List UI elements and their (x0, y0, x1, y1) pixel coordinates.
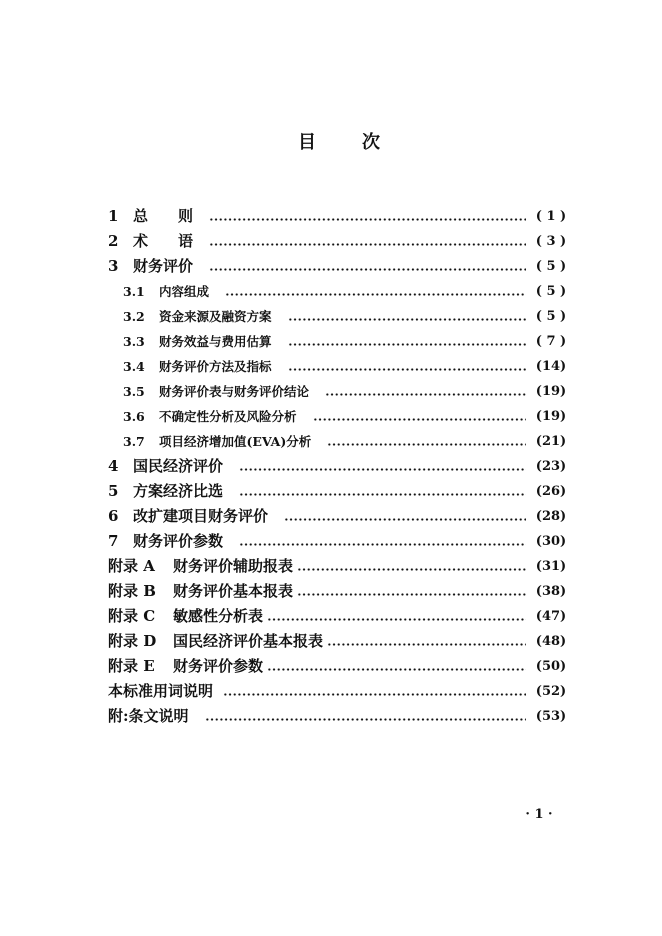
toc-entry-page: (52) (535, 684, 567, 699)
toc-entry-number: 附录 B (108, 582, 156, 600)
toc-entry-title: 本标准用词说明 (108, 682, 214, 700)
toc-heading: 目次 (298, 132, 426, 153)
dot-leader (209, 229, 526, 254)
toc-entry-number: 4 (108, 457, 119, 475)
dot-leader (284, 504, 526, 529)
toc-entry-number: 3.1 (123, 284, 145, 299)
toc-entry-title: 改扩建项目财务评价 (133, 507, 269, 525)
toc-entry-page: ( 5 ) (535, 259, 567, 274)
toc-appendix-entry[interactable] (108, 554, 568, 579)
toc-entry-number: 附录 A (108, 557, 155, 575)
dot-leader (239, 454, 526, 479)
toc-entry-title: 财务评价参数 (173, 657, 264, 675)
toc-subentry[interactable] (108, 304, 568, 329)
toc-entry-title: 财务评价参数 (133, 532, 224, 550)
toc-entry-page: (48) (535, 634, 567, 649)
toc-entry[interactable] (108, 704, 568, 729)
toc-entry-number: 3.4 (123, 359, 145, 374)
toc-entry[interactable] (108, 479, 568, 504)
toc-entry-number: 3.3 (123, 334, 145, 349)
toc-entry-page: ( 7 ) (535, 334, 567, 349)
toc-entry[interactable] (108, 504, 568, 529)
toc-entry-title: 财务评价基本报表 (173, 582, 294, 600)
toc-entry-number: 7 (108, 532, 119, 550)
toc-subentry[interactable] (108, 279, 568, 304)
toc-subentry[interactable] (108, 379, 568, 404)
toc-subentry[interactable] (108, 329, 568, 354)
toc-entry[interactable] (108, 679, 568, 704)
dot-leader (209, 254, 526, 279)
toc-appendix-entry[interactable] (108, 654, 568, 679)
toc-entry-title: 财务评价方法及指标 (159, 359, 272, 374)
toc-appendix-entry[interactable] (108, 629, 568, 654)
toc-entry-page: (38) (535, 584, 567, 599)
toc-entry-number: 3.7 (123, 434, 145, 449)
toc-entry-number: 2 (108, 232, 119, 250)
toc-entry-page: (26) (535, 484, 567, 499)
toc-entry-title: 敏感性分析表 (173, 607, 264, 625)
toc-entry-page: (50) (535, 659, 567, 674)
toc-entry-title: 方案经济比选 (133, 482, 224, 500)
toc-entry-page: ( 5 ) (535, 284, 567, 299)
toc-entry-number: 5 (108, 482, 119, 500)
toc-entry-title: 国民经济评价 (133, 457, 224, 475)
toc-entry-title: 不确定性分析及风险分析 (159, 409, 297, 424)
toc-entry-number: 3.5 (123, 384, 145, 399)
toc-entry-number: 3.2 (123, 309, 145, 324)
toc-entry-page: (31) (535, 559, 567, 574)
dot-leader (223, 679, 526, 704)
dot-leader (239, 529, 526, 554)
toc-entry-number: 6 (108, 507, 119, 525)
dot-leader (205, 704, 526, 729)
dot-leader (327, 429, 526, 454)
dot-leader (225, 279, 526, 304)
toc-entry-page: (23) (535, 459, 567, 474)
toc-entry-number: 附录 C (108, 607, 156, 625)
table-of-contents (108, 204, 568, 729)
toc-entry-number: 附录 E (108, 657, 155, 675)
toc-entry-page: ( 5 ) (535, 309, 567, 324)
dot-leader (327, 629, 526, 654)
toc-appendix-entry[interactable] (108, 604, 568, 629)
toc-entry[interactable] (108, 454, 568, 479)
toc-entry-title: 术 语 (133, 232, 194, 250)
toc-entry-number: 3 (108, 257, 119, 275)
toc-entry-title: 内容组成 (159, 284, 210, 299)
dot-leader (288, 329, 526, 354)
toc-entry-page: (53) (535, 709, 567, 724)
dot-leader (297, 579, 526, 604)
toc-entry-number: 1 (108, 207, 119, 225)
dot-leader (267, 604, 526, 629)
toc-entry[interactable] (108, 254, 568, 279)
toc-entry-title: 资金来源及融资方案 (159, 309, 272, 324)
toc-subentry[interactable] (108, 354, 568, 379)
toc-entry-title: 总 则 (133, 207, 194, 225)
toc-entry-title: 附:条文说明 (108, 707, 189, 725)
toc-appendix-entry[interactable] (108, 579, 568, 604)
toc-entry-title: 财务评价辅助报表 (173, 557, 294, 575)
dot-leader (325, 379, 526, 404)
toc-entry-page: ( 1 ) (535, 209, 567, 224)
toc-entry[interactable] (108, 204, 568, 229)
page-number: · 1 · (525, 807, 553, 822)
toc-entry-title: 财务评价 (133, 257, 194, 275)
toc-entry-title: 国民经济评价基本报表 (173, 632, 324, 650)
toc-entry-number: 3.6 (123, 409, 145, 424)
toc-subentry[interactable] (108, 429, 568, 454)
toc-entry-page: (28) (535, 509, 567, 524)
dot-leader (209, 204, 526, 229)
dot-leader (267, 654, 526, 679)
toc-entry[interactable] (108, 529, 568, 554)
toc-entry-title: 财务效益与费用估算 (159, 334, 272, 349)
toc-entry-number: 附录 D (108, 632, 157, 650)
dot-leader (239, 479, 526, 504)
dot-leader (297, 554, 526, 579)
dot-leader (288, 304, 526, 329)
toc-entry-page: (30) (535, 534, 567, 549)
dot-leader (313, 404, 526, 429)
toc-entry-page: (47) (535, 609, 567, 624)
toc-entry[interactable] (108, 229, 568, 254)
toc-entry-page: (21) (535, 434, 567, 449)
toc-entry-title: 财务评价表与财务评价结论 (159, 384, 310, 399)
toc-subentry[interactable] (108, 404, 568, 429)
toc-entry-page: (19) (535, 384, 567, 399)
toc-entry-page: (14) (535, 359, 567, 374)
toc-entry-page: ( 3 ) (535, 234, 567, 249)
toc-entry-page: (19) (535, 409, 567, 424)
dot-leader (288, 354, 526, 379)
toc-entry-title: 项目经济增加值(EVA)分析 (159, 434, 312, 449)
